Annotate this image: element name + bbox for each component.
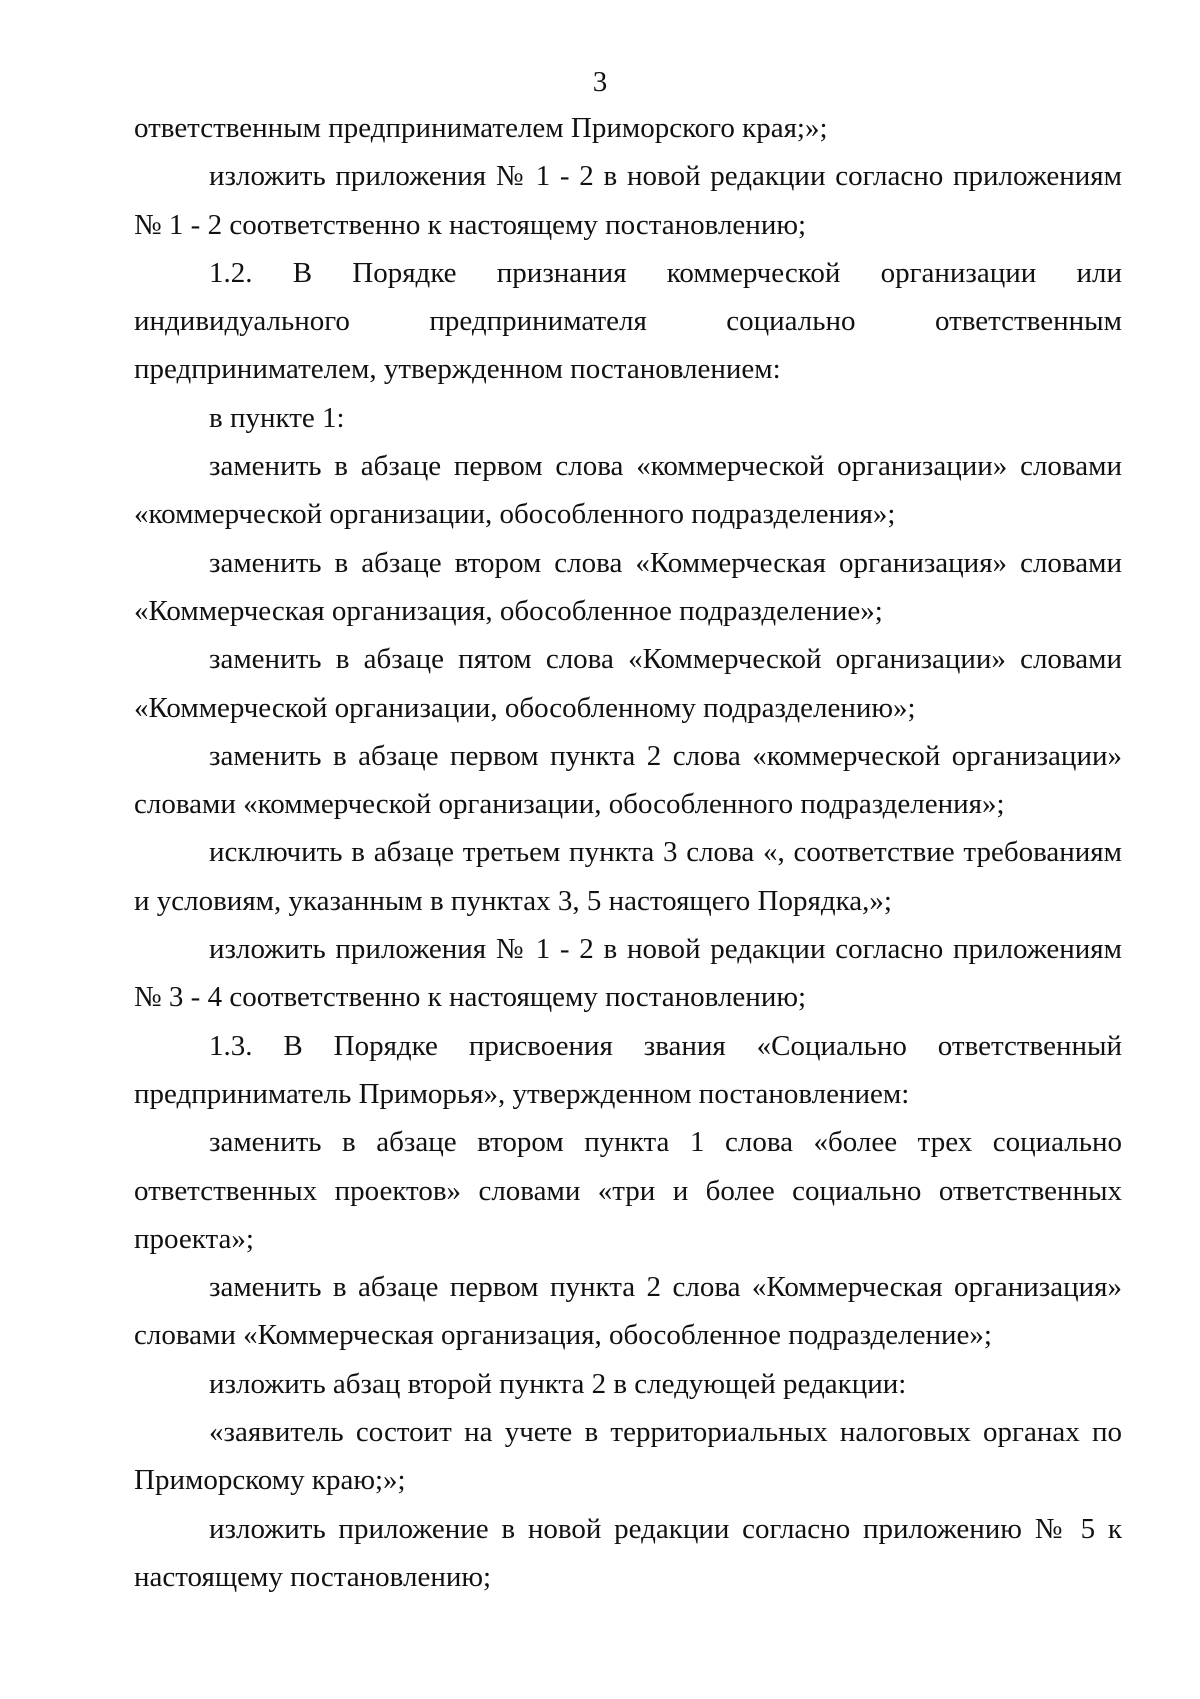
paragraph-fifth-abzac: заменить в абзаце пятом слова «Коммерческой организации» словами «Коммерческой организации, обособленному подразделению»;	[134, 643, 1122, 724]
paragraph-second-abzac: заменить в абзаце втором слова «Коммерческая организация» словами «Коммерческая организация, обособленное подразделение»;	[134, 546, 1122, 627]
paragraph-appendices-3-4: изложить приложения № 1 - 2 в новой редакции согласно приложениям № 3 - 4 соответственно к настоящему постановлению;	[134, 933, 1122, 1014]
paragraph-new-edition: изложить абзац второй пункта 2 в следующей редакции:	[209, 1367, 907, 1400]
paragraph-point-1: в пункте 1:	[209, 401, 345, 434]
paragraph-continuation: ответственным предпринимателем Приморского края;»;	[134, 112, 828, 144]
paragraph-organization-replacement: заменить в абзаце первом пункта 2 слова «Коммерческая организация» словами «Коммерческая организация, обособленное подразделение»;	[134, 1271, 1122, 1352]
paragraph-point-2: заменить в абзаце первом пункта 2 слова «коммерческой организации» словами «коммерческой организации, обособленного подразделения»;	[134, 739, 1122, 821]
paragraph-applicant-registration: «заявитель состоит на учете в территориальных налоговых органах по Приморскому краю;»;	[134, 1416, 1122, 1497]
paragraph-appendix-5: изложить приложение в новой редакции согласно приложению № 5 к настоящему постановлению;	[134, 1512, 1122, 1593]
document-body	[134, 104, 1122, 1601]
page-number: 3	[592, 66, 608, 98]
paragraph-section-1-2: 1.2. В Порядке признания коммерческой организации или индивидуального предпринимателя социально ответственным предпринимателем, утвержденном постановлением:	[134, 256, 1122, 386]
paragraph-social-projects: заменить в абзаце втором пункта 1 слова «более трех социально ответственных проектов» словами «три и более социально ответственных проекта»;	[134, 1126, 1122, 1255]
paragraph-first-abzac: заменить в абзаце первом слова «коммерческой организации» словами «коммерческой организации, обособленного подразделения»;	[134, 450, 1122, 531]
paragraph-section-1-3: 1.3. В Порядке присвоения звания «Социально ответственный предприниматель Приморья», утвержденном постановлением:	[134, 1029, 1122, 1110]
paragraph-point-3: исключить в абзаце третьем пункта 3 слова «, соответствие требованиям и условиям, указанным в пунктах 3, 5 настоящего Порядка,»;	[134, 836, 1122, 917]
paragraph-appendices-1-2: изложить приложения № 1 - 2 в новой редакции согласно приложениям № 1 - 2 соответственно к настоящему постановлению;	[134, 160, 1122, 241]
